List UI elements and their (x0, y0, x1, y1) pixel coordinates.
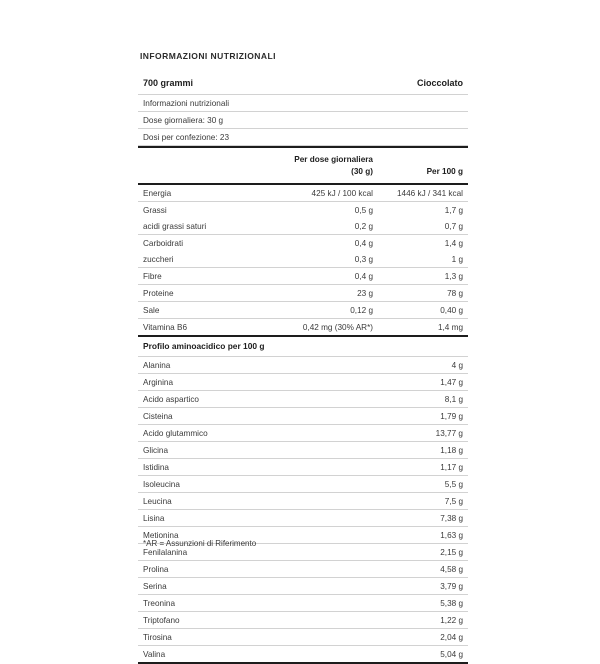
row-value-per-100g: 0,40 g (440, 305, 463, 315)
table-row (138, 408, 468, 425)
table-row-product (138, 74, 468, 95)
row-value-per-100g: 1,17 g (440, 462, 463, 472)
row-value-per-dose: 23 g (357, 288, 373, 298)
row-value-per-100g: 2,04 g (440, 632, 463, 642)
table-header-row (138, 146, 468, 185)
row-value-per-dose: 0,4 g (354, 271, 373, 281)
table-row (138, 319, 468, 337)
amino-rows-group (138, 357, 468, 664)
row-value-per-100g: 1446 kJ / 341 kcal (397, 188, 463, 198)
row-value-per-100g: 1,47 g (440, 377, 463, 387)
row-value-per-100g: 1,3 g (444, 271, 463, 281)
amino-section-heading: Profilo aminoacidico per 100 g (143, 341, 265, 351)
row-label: Treonina (143, 598, 176, 608)
row-label: Isoleucina (143, 479, 180, 489)
table-row (138, 646, 468, 664)
row-label: Acido glutammico (143, 428, 208, 438)
row-value-per-dose: 0,4 g (354, 238, 373, 248)
table-row (138, 357, 468, 374)
table-row (138, 235, 468, 251)
table-row (138, 95, 468, 112)
column-header-per-100g: Per 100 g (426, 166, 463, 176)
nutrition-rows-group (138, 185, 468, 337)
product-size: 700 grammi (143, 78, 194, 88)
table-row (138, 251, 468, 268)
row-value-per-100g: 13,77 g (435, 428, 463, 438)
row-value-per-100g: 1,7 g (444, 205, 463, 215)
row-value-per-100g: 0,7 g (444, 221, 463, 231)
row-value-per-100g: 1 g (451, 254, 463, 264)
table-row (138, 202, 468, 218)
table-row (138, 425, 468, 442)
row-label: Tirosina (143, 632, 172, 642)
row-value-per-100g: 5,5 g (444, 479, 463, 489)
product-flavour: Cioccolato (416, 78, 463, 88)
row-label: Carboidrati (143, 238, 184, 248)
table-row (138, 561, 468, 578)
table-row (138, 185, 468, 202)
row-value-per-100g: 1,79 g (440, 411, 463, 421)
row-value-per-100g: 7,38 g (440, 513, 463, 523)
row-value-per-100g: 1,18 g (440, 445, 463, 455)
row-label: Alanina (143, 360, 171, 370)
row-value-per-100g: 5,38 g (440, 598, 463, 608)
table-row (138, 493, 468, 510)
column-header-per-dose-line2: (30 g) (351, 166, 373, 176)
row-label: Sale (143, 305, 160, 315)
table-row (138, 129, 468, 146)
row-label: zuccheri (143, 254, 174, 264)
row-label: Informazioni nutrizionali (143, 98, 230, 108)
row-label: Dosi per confezione: 23 (143, 132, 230, 142)
row-label: Triptofano (143, 615, 180, 625)
row-value-per-dose: 0,12 g (350, 305, 373, 315)
row-value-per-dose: 0,3 g (354, 254, 373, 264)
row-label: Lisina (143, 513, 165, 523)
table-row (138, 510, 468, 527)
row-label: Metionina (143, 530, 179, 540)
row-label: Istidina (143, 462, 169, 472)
row-value-per-dose: 0,42 mg (30% AR*) (302, 322, 373, 332)
table-row (138, 595, 468, 612)
row-label: Dose giornaliera: 30 g (143, 115, 224, 125)
row-label: Acido aspartico (143, 394, 199, 404)
row-value-per-100g: 5,04 g (440, 649, 463, 659)
table-row (138, 268, 468, 285)
table-row (138, 285, 468, 302)
row-value-per-100g: 1,63 g (440, 530, 463, 540)
row-value-per-100g: 4,58 g (440, 564, 463, 574)
column-header-per-dose-line1: Per dose giornaliera (294, 155, 373, 164)
table-row (138, 112, 468, 129)
table-row (138, 218, 468, 235)
row-value-per-dose: 0,2 g (354, 221, 373, 231)
row-value-per-dose: 0,5 g (354, 205, 373, 215)
row-label: Energia (143, 188, 172, 198)
nutrition-table (138, 74, 468, 664)
row-value-per-100g: 3,79 g (440, 581, 463, 591)
row-label: Fenilalanina (143, 547, 188, 557)
row-label: Grassi (143, 205, 167, 215)
row-value-per-100g: 1,22 g (440, 615, 463, 625)
footnote: *AR = Assunzioni di Riferimento (143, 539, 257, 548)
row-value-per-100g: 1,4 mg (437, 322, 463, 332)
row-label: Serina (143, 581, 167, 591)
column-header-per-dose (253, 154, 373, 177)
row-value-per-dose: 425 kJ / 100 kcal (311, 188, 373, 198)
table-row (138, 629, 468, 646)
row-value-per-100g: 2,15 g (440, 547, 463, 557)
row-label: Valina (143, 649, 166, 659)
table-row (138, 476, 468, 493)
table-row (138, 612, 468, 629)
row-label: Arginina (143, 377, 174, 387)
table-row (138, 578, 468, 595)
row-value-per-100g: 8,1 g (444, 394, 463, 404)
table-row (138, 442, 468, 459)
row-value-per-100g: 78 g (447, 288, 463, 298)
row-value-per-100g: 4 g (451, 360, 463, 370)
table-row (138, 374, 468, 391)
row-label: Cisteina (143, 411, 173, 421)
amino-section-heading-row (138, 337, 468, 357)
table-row (138, 302, 468, 319)
row-label: Fibre (143, 271, 162, 281)
row-label: Leucina (143, 496, 172, 506)
row-label: Vitamina B6 (143, 322, 187, 332)
row-value-per-100g: 1,4 g (444, 238, 463, 248)
row-label: acidi grassi saturi (143, 221, 207, 231)
table-row (138, 391, 468, 408)
row-label: Proteine (143, 288, 174, 298)
page-title: INFORMAZIONI NUTRIZIONALI (140, 51, 276, 61)
intro-rows-group (138, 95, 468, 146)
table-row (138, 459, 468, 476)
row-label: Prolina (143, 564, 169, 574)
row-label: Glicina (143, 445, 169, 455)
row-value-per-100g: 7,5 g (444, 496, 463, 506)
